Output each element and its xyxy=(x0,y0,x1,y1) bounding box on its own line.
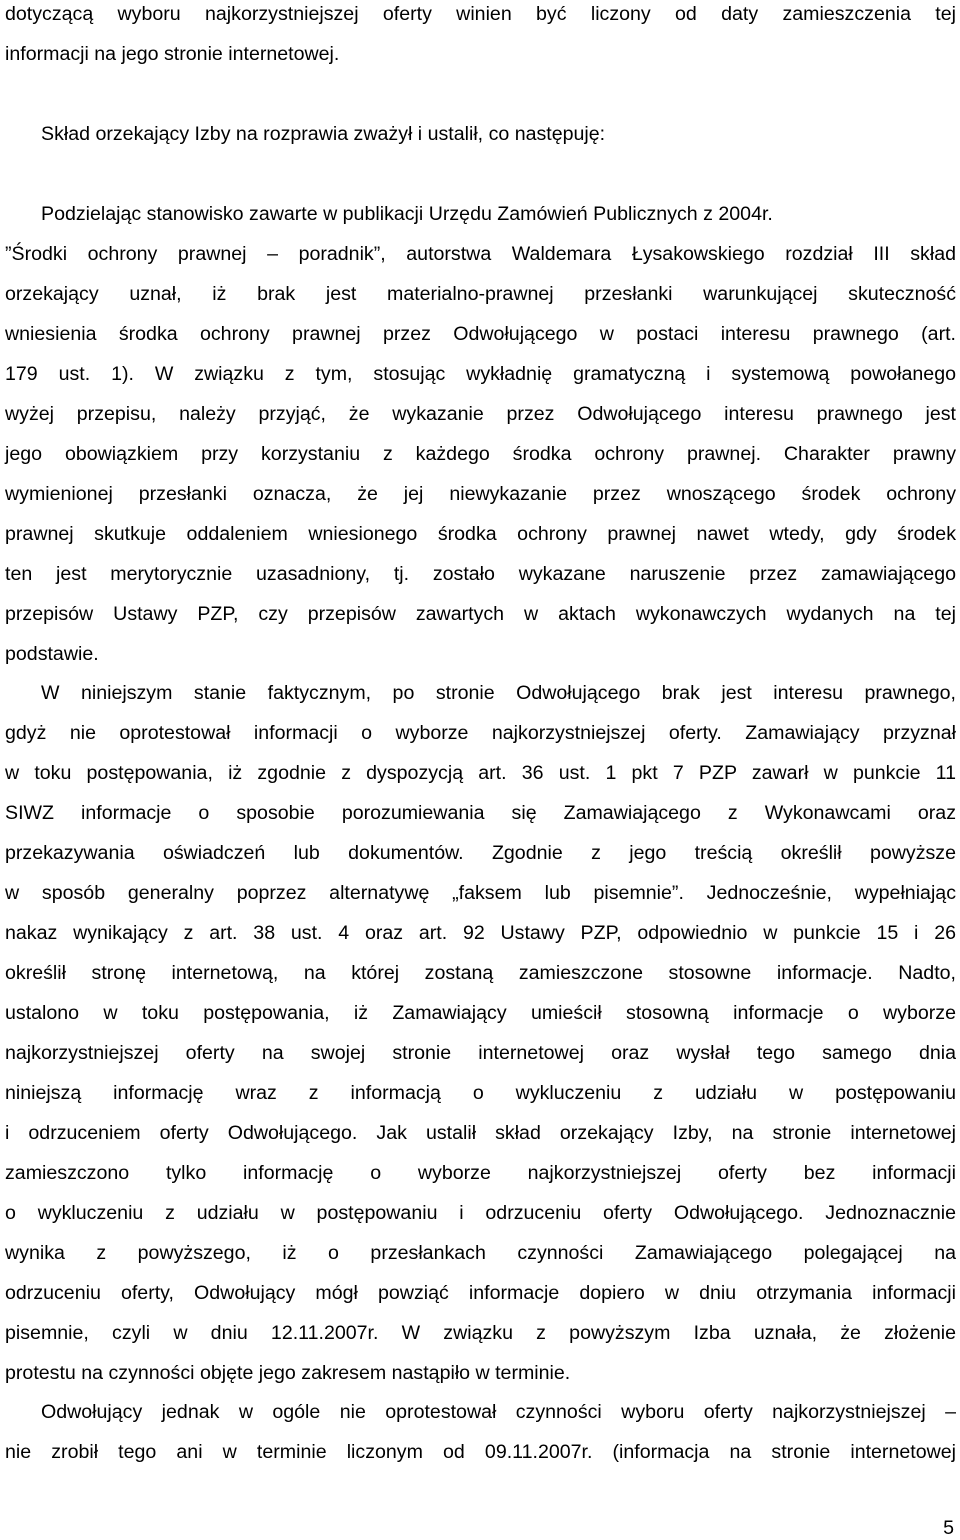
text-line: określił stronę internetową, na której zostaną zamieszczone stosowne informacje. Nadto, xyxy=(5,962,956,984)
text-line: o wykluczeniu z udziału w postępowaniu i odrzuceniu oferty Odwołującego. Jednoznacznie xyxy=(5,1202,956,1224)
text-line: ten jest merytorycznie uzasadniony, tj. zostało wykazane naruszenie przez zamawiającego xyxy=(5,563,956,585)
text-line: nie zrobił tego ani w terminie liczonym od 09.11.2007r. (informacja na stronie internetowej xyxy=(5,1441,956,1463)
text-line: w toku postępowania, iż zgodnie z dyspozycją art. 36 ust. 1 pkt 7 PZP zawarł w punkcie 11 xyxy=(5,762,956,784)
text-line: podstawie. xyxy=(5,643,99,665)
text-line: dotyczącą wyboru najkorzystniejszej oferty winien być liczony od daty zamieszczenia tej xyxy=(5,3,956,25)
text-line: ”Środki ochrony prawnej – poradnik”, autorstwa Waldemara Łysakowskiego rozdział III skład xyxy=(5,243,956,265)
text-line: odrzuceniu oferty, Odwołujący mógł powziąć informacje dopiero w dniu otrzymania informacji xyxy=(5,1282,956,1304)
text-line: SIWZ informacje o sposobie porozumiewania się Zamawiającego z Wykonawcami oraz xyxy=(5,802,956,824)
text-line: protestu na czynności objęte jego zakresem nastąpiło w terminie. xyxy=(5,1362,571,1384)
text-line: Skład orzekający Izby na rozprawia zważył i ustalił, co następuję: xyxy=(41,123,606,145)
text-line: jego obowiązkiem przy korzystaniu z każdego środka ochrony prawnej. Charakter prawny xyxy=(5,443,956,465)
text-line: wniesienia środka ochrony prawnej przez Odwołującego w postaci interesu prawnego (art. xyxy=(5,323,956,345)
text-line: 179 ust. 1). W związku z tym, stosując wykładnię gramatyczną i systemową powołanego xyxy=(5,363,956,385)
text-line: wyżej przepisu, należy przyjąć, że wykazanie przez Odwołującego interesu prawnego jest xyxy=(5,403,956,425)
text-line: informacji na jego stronie internetowej. xyxy=(5,43,340,65)
text-line: najkorzystniejszej oferty na swojej stronie internetowej oraz wysłał tego samego dnia xyxy=(5,1042,956,1064)
text-line: W niniejszym stanie faktycznym, po stronie Odwołującego brak jest interesu prawnego, xyxy=(41,682,956,704)
text-line: przepisów Ustawy PZP, czy przepisów zawartych w aktach wykonawczych wydanych na tej xyxy=(5,603,956,625)
text-line: wynika z powyższego, iż o przesłankach czynności Zamawiającego polegającej na xyxy=(5,1242,956,1264)
text-line: przekazywania oświadczeń lub dokumentów. Zgodnie z jego treścią określił powyższe xyxy=(5,842,956,864)
text-line: Odwołujący jednak w ogóle nie oprotestował czynności wyboru oferty najkorzystniejszej – xyxy=(41,1401,956,1423)
text-line: i odrzuceniem oferty Odwołującego. Jak ustalił skład orzekający Izby, na stronie internetowej xyxy=(5,1122,956,1144)
text-line: prawnej skutkuje oddaleniem wniesionego środka ochrony prawnej nawet wtedy, gdy środek xyxy=(5,523,956,545)
text-line: ustalono w toku postępowania, iż Zamawiający umieścił stosowną informacje o wyborze xyxy=(5,1002,956,1024)
text-line: gdyż nie oprotestował informacji o wyborze najkorzystniejszej oferty. Zamawiający przyznał xyxy=(5,722,956,744)
text-line: pisemnie, czyli w dniu 12.11.2007r. W związku z powyższym Izba uznała, że złożenie xyxy=(5,1322,956,1344)
text-line: orzekający uznał, iż brak jest materialno-prawnej przesłanki warunkującej skuteczność xyxy=(5,283,956,305)
text-line: Podzielając stanowisko zawarte w publikacji Urzędu Zamówień Publicznych z 2004r. xyxy=(41,203,773,225)
text-line: wymienionej przesłanki oznacza, że jej niewykazanie przez wnoszącego środek ochrony xyxy=(5,483,956,505)
text-line: niniejszą informację wraz z informacją o wykluczeniu z udziału w postępowaniu xyxy=(5,1082,956,1104)
text-line: nakaz wynikający z art. 38 ust. 4 oraz art. 92 Ustawy PZP, odpowiednio w punkcie 15 i 26 xyxy=(5,922,956,944)
text-line: w sposób generalny poprzez alternatywę „faksem lub pisemnie”. Jednocześnie, wypełniając xyxy=(5,882,956,904)
text-line: zamieszczono tylko informację o wyborze najkorzystniejszej oferty bez informacji xyxy=(5,1162,956,1184)
page-number: 5 xyxy=(943,1517,954,1539)
